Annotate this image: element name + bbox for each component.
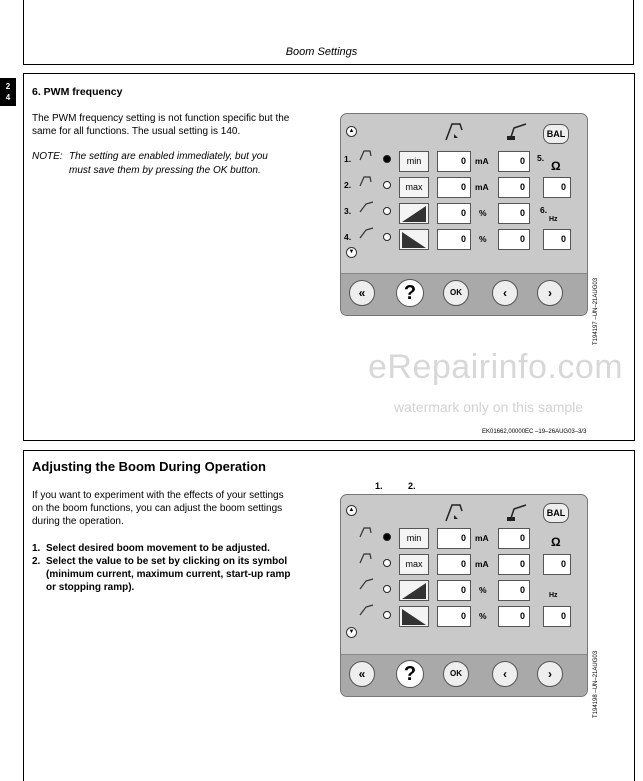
start-ramp-icon xyxy=(400,204,428,223)
panel-nav-bar xyxy=(341,654,587,696)
unit-label: % xyxy=(479,611,487,621)
scroll-up-button[interactable]: ▲ xyxy=(346,505,357,516)
help-button[interactable]: ? xyxy=(396,279,424,307)
stop-ramp-button[interactable] xyxy=(399,606,429,627)
value-field[interactable]: 0 xyxy=(437,580,471,601)
stop-ramp-button[interactable] xyxy=(399,229,429,250)
row-radio[interactable] xyxy=(383,181,391,189)
paragraph-line: If you want to experiment with the effects of your settings xyxy=(32,490,284,501)
value-field[interactable]: 0 xyxy=(437,229,471,250)
value-field[interactable]: 0 xyxy=(437,177,471,198)
boom-lift-icon xyxy=(442,120,468,142)
row-radio[interactable] xyxy=(383,233,391,241)
bal-button[interactable]: BAL xyxy=(543,124,569,144)
note-line: The setting are enabled immediately, but you xyxy=(69,151,268,162)
start-ramp-icon xyxy=(400,581,428,600)
row-number: 3. xyxy=(344,206,352,216)
row-radio-selected[interactable] xyxy=(383,155,391,163)
value-field[interactable]: 0 xyxy=(437,606,471,627)
figure-code: T194198 –UN–21AUG03 xyxy=(593,650,599,718)
scroll-up-button[interactable]: ▲ xyxy=(346,126,357,137)
max-current-button[interactable]: max xyxy=(399,554,429,575)
value-field[interactable]: 0 xyxy=(498,554,530,575)
note-label: NOTE: xyxy=(32,151,63,162)
boom-lift-icon xyxy=(442,501,468,523)
steps-list xyxy=(32,542,291,594)
page-tab xyxy=(0,78,16,106)
boom-function-icons xyxy=(357,525,375,635)
boom-function-icons xyxy=(357,148,375,258)
row-radio[interactable] xyxy=(383,559,391,567)
prev-button[interactable]: ‹ xyxy=(492,661,518,687)
value-field[interactable]: 0 xyxy=(498,229,530,250)
value-field[interactable]: 0 xyxy=(498,606,530,627)
page-tab-bottom: 4 xyxy=(5,93,11,102)
unit-label: mA xyxy=(475,533,489,543)
stop-ramp-icon xyxy=(400,230,428,249)
section-heading: 6. PWM frequency xyxy=(32,86,123,98)
help-button[interactable]: ? xyxy=(396,660,424,688)
unit-label: mA xyxy=(475,156,489,166)
hz-label: Hz xyxy=(549,592,558,599)
scroll-down-button[interactable]: ▼ xyxy=(346,627,357,638)
bal-button[interactable]: BAL xyxy=(543,503,569,523)
value-field[interactable]: 0 xyxy=(498,203,530,224)
hz-label: Hz xyxy=(549,216,558,223)
value-field[interactable]: 0 xyxy=(437,151,471,172)
ok-button[interactable]: OK xyxy=(443,661,469,687)
next-button[interactable]: › xyxy=(537,661,563,687)
boom-settings-panel-1 xyxy=(340,113,588,316)
prev-button[interactable]: ‹ xyxy=(492,280,518,306)
start-ramp-button[interactable] xyxy=(399,580,429,601)
min-current-button[interactable]: min xyxy=(399,151,429,172)
pwm-frequency-field[interactable]: 0 xyxy=(543,606,571,627)
unit-label: % xyxy=(479,234,487,244)
unit-label: mA xyxy=(475,559,489,569)
value-field[interactable]: 0 xyxy=(437,528,471,549)
stop-ramp-icon xyxy=(400,607,428,626)
note-line: must save them by pressing the OK button. xyxy=(69,165,261,176)
row-radio[interactable] xyxy=(383,585,391,593)
section-paragraph xyxy=(32,112,289,138)
unit-label: % xyxy=(479,208,487,218)
panel-nav-bar xyxy=(341,273,587,315)
resistance-field[interactable]: 0 xyxy=(543,177,571,198)
page-tab-top: 2 xyxy=(5,82,11,91)
step-item: 2. Select the value to be set by clicking on its symbol xyxy=(32,556,288,567)
pwm-frequency-field[interactable]: 0 xyxy=(543,229,571,250)
start-ramp-button[interactable] xyxy=(399,203,429,224)
step-item: 1. Select desired boom movement to be adjusted. xyxy=(32,543,270,554)
step-item: or stopping ramp). xyxy=(46,582,135,593)
resistance-field[interactable]: 0 xyxy=(543,554,571,575)
row-number: 1. xyxy=(344,154,352,164)
value-field[interactable]: 0 xyxy=(437,203,471,224)
unit-label: % xyxy=(479,585,487,595)
back-button[interactable]: « xyxy=(349,280,375,306)
row-radio[interactable] xyxy=(383,207,391,215)
step-item: (minimum current, maximum current, start-up ramp xyxy=(46,569,291,580)
row-number: 2. xyxy=(344,180,352,190)
scroll-down-button[interactable]: ▼ xyxy=(346,247,357,258)
callout-2: 2. xyxy=(408,481,416,491)
paragraph-line: The PWM frequency setting is not function specific but the xyxy=(32,113,290,124)
value-field[interactable]: 0 xyxy=(498,580,530,601)
back-button[interactable]: « xyxy=(349,661,375,687)
footer-code: EK01662,00000EC –19–26AUG03–3/3 xyxy=(482,429,587,435)
paragraph-line: during the operation. xyxy=(32,516,124,527)
boom-extend-icon xyxy=(504,501,530,523)
paragraph-line: on the boom functions, you can adjust the boom settings xyxy=(32,503,283,514)
row-radio[interactable] xyxy=(383,611,391,619)
unit-label: mA xyxy=(475,182,489,192)
header-bottom-rule xyxy=(23,64,634,65)
ohm-symbol: Ω xyxy=(551,159,561,173)
boom-settings-panel-2 xyxy=(340,494,588,697)
value-field[interactable]: 0 xyxy=(498,528,530,549)
min-current-button[interactable]: min xyxy=(399,528,429,549)
callout-1: 1. xyxy=(375,481,383,491)
max-current-button[interactable]: max xyxy=(399,177,429,198)
row-number: 4. xyxy=(344,232,352,242)
section-paragraph xyxy=(32,489,284,528)
note-text xyxy=(69,150,268,178)
ohm-symbol: Ω xyxy=(551,535,561,549)
callout-6: 6. xyxy=(540,205,548,215)
watermark: eRepairinfo.com xyxy=(368,348,624,386)
row-radio-selected[interactable] xyxy=(383,533,391,541)
ok-button[interactable]: OK xyxy=(443,280,469,306)
value-field[interactable]: 0 xyxy=(498,151,530,172)
paragraph-line: same for all functions. The usual setting is 140. xyxy=(32,126,241,137)
section-heading: Adjusting the Boom During Operation xyxy=(32,459,266,474)
next-button[interactable]: › xyxy=(537,280,563,306)
value-field[interactable]: 0 xyxy=(498,177,530,198)
callout-5: 5. xyxy=(537,153,545,163)
page-title: Boom Settings xyxy=(285,46,358,58)
value-field[interactable]: 0 xyxy=(437,554,471,575)
figure-code: T194197 –UN–21AUG03 xyxy=(593,277,599,345)
boom-extend-icon xyxy=(504,120,530,142)
watermark-subtitle: watermark only on this sample xyxy=(394,399,584,415)
